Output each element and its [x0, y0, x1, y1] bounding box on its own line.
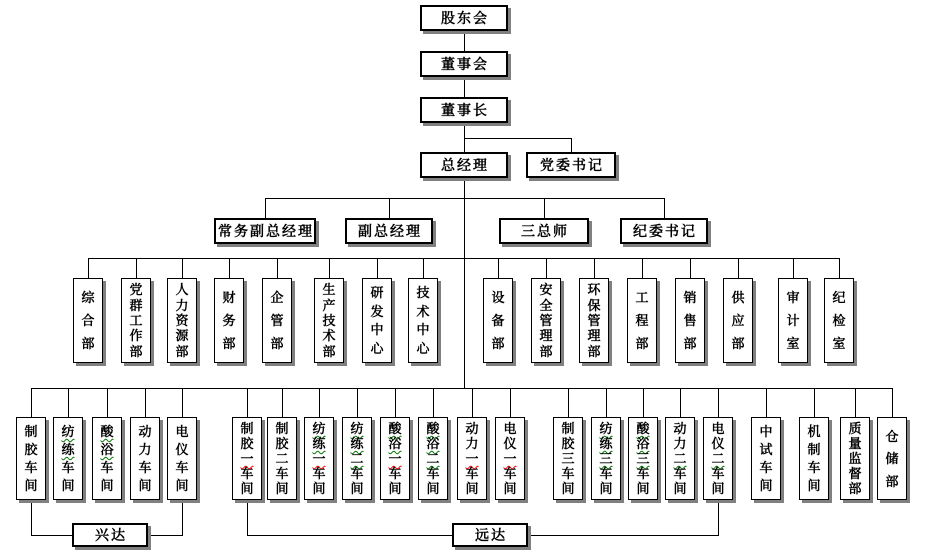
vertical-char: 间	[759, 478, 773, 493]
vertical-char: 动	[138, 424, 152, 439]
connector-line	[855, 388, 856, 417]
node-deputy-general-manager	[345, 218, 433, 244]
vertical-char: 纺	[350, 421, 364, 436]
vertical-char: 保	[587, 297, 601, 313]
vertical-char: 检	[832, 313, 846, 328]
connector-line	[793, 258, 794, 278]
connector-line	[31, 500, 32, 535]
connector-line	[433, 388, 434, 417]
vertical-char: 心	[416, 340, 430, 356]
vertical-char: 三	[636, 451, 650, 466]
vertical-char: 心	[370, 340, 384, 356]
connector-line	[357, 388, 358, 417]
connector-line	[229, 258, 230, 278]
vertical-char: 制	[807, 442, 821, 457]
vertical-char: 技	[416, 285, 430, 301]
node-board-of-directors	[420, 51, 508, 77]
node-shareholders-meeting-label: 股东会	[441, 10, 489, 26]
workshop-node-19	[799, 417, 829, 500]
connector-line	[31, 388, 32, 417]
connector-line	[389, 198, 390, 218]
vertical-char: 制	[240, 421, 254, 436]
subsidiary-node-1-label: 远达	[475, 527, 507, 543]
vertical-char: 生	[322, 282, 336, 298]
vertical-char: 理	[587, 328, 601, 344]
vertical-char: 管	[539, 312, 553, 328]
connector-line	[594, 258, 595, 278]
vertical-char: 练	[312, 436, 326, 451]
connector-line	[247, 500, 248, 535]
workshop-node-11	[457, 417, 487, 500]
vertical-char: 部	[175, 343, 189, 359]
vertical-char: 间	[350, 481, 364, 496]
vertical-char: 车	[240, 466, 254, 481]
node-chairman	[420, 97, 508, 123]
vertical-char: 一	[312, 451, 326, 466]
vertical-char: 间	[175, 478, 189, 493]
vertical-char: 部	[270, 336, 284, 351]
department-node-3	[214, 278, 244, 363]
vertical-char: 企	[270, 290, 284, 305]
connector-line	[464, 178, 465, 388]
vertical-char: 部	[848, 481, 862, 496]
vertical-char: 一	[465, 451, 479, 466]
subsidiary-node-1	[452, 523, 528, 547]
workshop-node-8	[342, 417, 372, 500]
vertical-char: 室	[786, 336, 800, 351]
workshop-node-2	[92, 417, 122, 500]
vertical-char: 工	[635, 290, 649, 305]
vertical-char: 仓	[885, 428, 899, 444]
vertical-char: 酸	[100, 424, 114, 439]
connector-line	[464, 77, 465, 97]
vertical-char: 研	[370, 285, 384, 301]
connector-line	[510, 388, 511, 417]
connector-line	[892, 388, 893, 417]
node-executive-deputy-general-manager-label: 常务副总经理	[218, 223, 314, 239]
vertical-char: 酸	[388, 421, 402, 436]
vertical-char: 作	[129, 328, 143, 344]
workshop-node-16	[665, 417, 695, 500]
node-general-manager	[420, 152, 508, 178]
connector-line	[571, 138, 572, 152]
department-node-15	[824, 278, 854, 363]
department-node-4	[262, 278, 292, 363]
vertical-char: 部	[683, 336, 697, 351]
vertical-char: 间	[388, 481, 402, 496]
node-shareholders-meeting	[420, 5, 508, 31]
connector-line	[68, 388, 69, 417]
vertical-char: 中	[759, 424, 773, 439]
department-node-0	[73, 278, 103, 363]
vertical-char: 间	[561, 481, 575, 496]
vertical-char: 部	[885, 473, 899, 489]
connector-line	[107, 388, 108, 417]
vertical-char: 电	[711, 421, 725, 436]
connector-line	[544, 198, 545, 218]
node-board-of-directors-label: 董事会	[441, 56, 489, 72]
workshop-node-1	[53, 417, 83, 500]
connector-line	[182, 388, 183, 417]
vertical-char: 资	[175, 312, 189, 328]
vertical-char: 机	[807, 424, 821, 439]
vertical-char: 室	[832, 336, 846, 351]
vertical-char: 综	[81, 290, 95, 305]
vertical-char: 二	[350, 451, 364, 466]
connector-line	[282, 388, 283, 417]
vertical-char: 务	[222, 313, 236, 328]
node-party-committee-secretary-label: 党委书记	[540, 157, 604, 173]
connector-line	[464, 138, 572, 139]
vertical-char: 技	[322, 312, 336, 328]
connector-line	[472, 388, 473, 417]
vertical-char: 电	[503, 421, 517, 436]
node-executive-deputy-general-manager	[214, 218, 316, 244]
vertical-char: 间	[503, 481, 517, 496]
workshop-node-3	[130, 417, 160, 500]
connector-line	[277, 258, 278, 278]
vertical-char: 胶	[240, 436, 254, 451]
workshop-node-0	[16, 417, 46, 500]
connector-line	[814, 388, 815, 417]
vertical-char: 间	[636, 481, 650, 496]
vertical-char: 二	[426, 451, 440, 466]
connector-line	[265, 198, 266, 218]
vertical-char: 部	[587, 343, 601, 359]
workshop-node-6	[267, 417, 297, 500]
vertical-char: 车	[561, 466, 575, 481]
vertical-char: 纺	[61, 424, 75, 439]
department-node-12	[675, 278, 705, 363]
department-node-8	[483, 278, 513, 363]
vertical-char: 术	[322, 328, 336, 344]
vertical-char: 酸	[636, 421, 650, 436]
vertical-char: 程	[635, 313, 649, 328]
vertical-char: 三	[561, 451, 575, 466]
vertical-char: 应	[731, 313, 745, 328]
vertical-char: 部	[731, 336, 745, 351]
vertical-char: 间	[275, 481, 289, 496]
node-general-manager-label: 总经理	[441, 157, 489, 173]
connector-line	[664, 198, 665, 218]
vertical-char: 管	[587, 312, 601, 328]
vertical-char: 三	[599, 451, 613, 466]
connector-line	[680, 388, 681, 417]
vertical-char: 间	[426, 481, 440, 496]
vertical-char: 纪	[832, 290, 846, 305]
vertical-char: 浴	[100, 442, 114, 457]
vertical-char: 群	[129, 297, 143, 313]
vertical-char: 间	[599, 481, 613, 496]
vertical-char: 仪	[711, 436, 725, 451]
vertical-char: 部	[635, 336, 649, 351]
vertical-char: 间	[711, 481, 725, 496]
connector-line	[182, 258, 183, 278]
connector-line	[718, 500, 719, 535]
vertical-char: 试	[759, 442, 773, 457]
vertical-char: 理	[539, 328, 553, 344]
vertical-char: 术	[416, 303, 430, 319]
vertical-char: 环	[587, 282, 601, 298]
vertical-char: 间	[24, 478, 38, 493]
vertical-char: 部	[81, 336, 95, 351]
connector-line	[718, 388, 719, 417]
vertical-char: 部	[129, 343, 143, 359]
vertical-char: 管	[270, 313, 284, 328]
department-node-1	[121, 278, 151, 363]
vertical-char: 全	[539, 297, 553, 313]
vertical-char: 车	[388, 466, 402, 481]
vertical-char: 练	[350, 436, 364, 451]
vertical-char: 车	[312, 466, 326, 481]
connector-line	[606, 388, 607, 417]
vertical-char: 间	[61, 478, 75, 493]
vertical-char: 间	[240, 481, 254, 496]
vertical-char: 车	[138, 460, 152, 475]
workshop-node-15	[628, 417, 658, 500]
connector-line	[145, 388, 146, 417]
vertical-char: 车	[175, 460, 189, 475]
connector-line	[31, 388, 893, 389]
vertical-char: 安	[539, 282, 553, 298]
vertical-char: 质	[848, 421, 862, 436]
vertical-char: 中	[370, 322, 384, 338]
vertical-char: 车	[24, 460, 38, 475]
workshop-node-7	[304, 417, 334, 500]
vertical-char: 胶	[561, 436, 575, 451]
node-three-chief-engineers-label: 三总师	[521, 223, 569, 239]
connector-line	[546, 258, 547, 278]
connector-line	[88, 258, 840, 259]
connector-line	[395, 388, 396, 417]
connector-line	[182, 500, 183, 535]
workshop-node-14	[591, 417, 621, 500]
vertical-char: 车	[599, 466, 613, 481]
workshop-node-21	[877, 417, 907, 500]
vertical-char: 财	[222, 290, 236, 305]
vertical-char: 间	[807, 478, 821, 493]
vertical-char: 备	[491, 313, 505, 328]
node-three-chief-engineers	[499, 218, 589, 244]
vertical-char: 车	[61, 460, 75, 475]
vertical-char: 部	[322, 343, 336, 359]
vertical-char: 仪	[175, 442, 189, 457]
vertical-char: 间	[138, 478, 152, 493]
connector-line	[136, 258, 137, 278]
connector-line	[423, 258, 424, 278]
connector-line	[738, 258, 739, 278]
vertical-char: 纺	[599, 421, 613, 436]
vertical-char: 计	[786, 313, 800, 328]
vertical-char: 动	[673, 421, 687, 436]
vertical-char: 练	[61, 442, 75, 457]
vertical-char: 电	[175, 424, 189, 439]
vertical-char: 浴	[426, 436, 440, 451]
workshop-node-17	[703, 417, 733, 500]
vertical-char: 车	[465, 466, 479, 481]
vertical-char: 二	[275, 451, 289, 466]
vertical-char: 二	[673, 451, 687, 466]
vertical-char: 车	[636, 466, 650, 481]
vertical-char: 工	[129, 312, 143, 328]
department-node-2	[167, 278, 197, 363]
vertical-char: 车	[350, 466, 364, 481]
department-node-6	[362, 278, 392, 363]
vertical-char: 供	[731, 290, 745, 305]
node-chairman-label: 董事长	[441, 102, 489, 118]
vertical-char: 销	[683, 290, 697, 305]
vertical-char: 车	[759, 460, 773, 475]
connector-line	[464, 31, 465, 51]
subsidiary-node-0	[72, 523, 148, 547]
connector-line	[265, 198, 665, 199]
connector-line	[329, 258, 330, 278]
vertical-char: 制	[561, 421, 575, 436]
vertical-char: 制	[275, 421, 289, 436]
vertical-char: 一	[388, 451, 402, 466]
vertical-char: 间	[465, 481, 479, 496]
vertical-char: 力	[175, 297, 189, 313]
workshop-node-13	[553, 417, 583, 500]
vertical-char: 间	[312, 481, 326, 496]
vertical-char: 间	[673, 481, 687, 496]
workshop-node-4	[167, 417, 197, 500]
department-node-10	[579, 278, 609, 363]
vertical-char: 力	[673, 436, 687, 451]
connector-line	[642, 258, 643, 278]
vertical-char: 浴	[636, 436, 650, 451]
workshop-node-9	[380, 417, 410, 500]
vertical-char: 练	[599, 436, 613, 451]
connector-line	[319, 388, 320, 417]
department-node-13	[723, 278, 753, 363]
vertical-char: 胶	[275, 436, 289, 451]
vertical-char: 酸	[426, 421, 440, 436]
connector-line	[690, 258, 691, 278]
vertical-char: 售	[683, 313, 697, 328]
vertical-char: 车	[711, 466, 725, 481]
vertical-char: 设	[491, 290, 505, 305]
vertical-char: 部	[539, 343, 553, 359]
vertical-char: 发	[370, 303, 384, 319]
vertical-char: 力	[465, 436, 479, 451]
workshop-node-5	[232, 417, 262, 500]
vertical-char: 纺	[312, 421, 326, 436]
connector-line	[568, 388, 569, 417]
department-node-14	[778, 278, 808, 363]
node-discipline-committee-secretary-label: 纪委书记	[633, 223, 697, 239]
node-party-committee-secretary	[526, 152, 616, 178]
vertical-char: 人	[175, 282, 189, 298]
workshop-node-18	[751, 417, 781, 500]
vertical-char: 二	[711, 451, 725, 466]
vertical-char: 部	[491, 336, 505, 351]
vertical-char: 审	[786, 290, 800, 305]
vertical-char: 部	[222, 336, 236, 351]
workshop-node-12	[495, 417, 525, 500]
vertical-char: 一	[503, 451, 517, 466]
connector-line	[766, 388, 767, 417]
department-node-5	[314, 278, 344, 363]
connector-line	[88, 258, 89, 278]
node-deputy-general-manager-label: 副总经理	[358, 223, 422, 239]
vertical-char: 合	[81, 313, 95, 328]
vertical-char: 力	[138, 442, 152, 457]
vertical-char: 督	[848, 466, 862, 481]
vertical-char: 仪	[503, 436, 517, 451]
vertical-char: 车	[673, 466, 687, 481]
vertical-char: 车	[100, 460, 114, 475]
vertical-char: 车	[426, 466, 440, 481]
vertical-char: 一	[240, 451, 254, 466]
department-node-11	[627, 278, 657, 363]
vertical-char: 量	[848, 436, 862, 451]
workshop-node-10	[418, 417, 448, 500]
connector-line	[498, 258, 499, 278]
vertical-char: 车	[275, 466, 289, 481]
connector-line	[247, 388, 248, 417]
vertical-char: 车	[503, 466, 517, 481]
subsidiary-node-0-label: 兴达	[95, 527, 127, 543]
vertical-char: 胶	[24, 442, 38, 457]
vertical-char: 源	[175, 328, 189, 344]
connector-line	[643, 388, 644, 417]
vertical-char: 产	[322, 297, 336, 313]
vertical-char: 监	[848, 451, 862, 466]
vertical-char: 党	[129, 282, 143, 298]
vertical-char: 动	[465, 421, 479, 436]
vertical-char: 车	[807, 460, 821, 475]
node-discipline-committee-secretary	[620, 218, 708, 244]
vertical-char: 间	[100, 478, 114, 493]
department-node-7	[408, 278, 438, 363]
vertical-char: 储	[885, 451, 899, 466]
department-node-9	[531, 278, 561, 363]
connector-line	[839, 258, 840, 278]
workshop-node-20	[840, 417, 870, 500]
vertical-char: 浴	[388, 436, 402, 451]
vertical-char: 中	[416, 322, 430, 338]
vertical-char: 制	[24, 424, 38, 439]
connector-line	[377, 258, 378, 278]
